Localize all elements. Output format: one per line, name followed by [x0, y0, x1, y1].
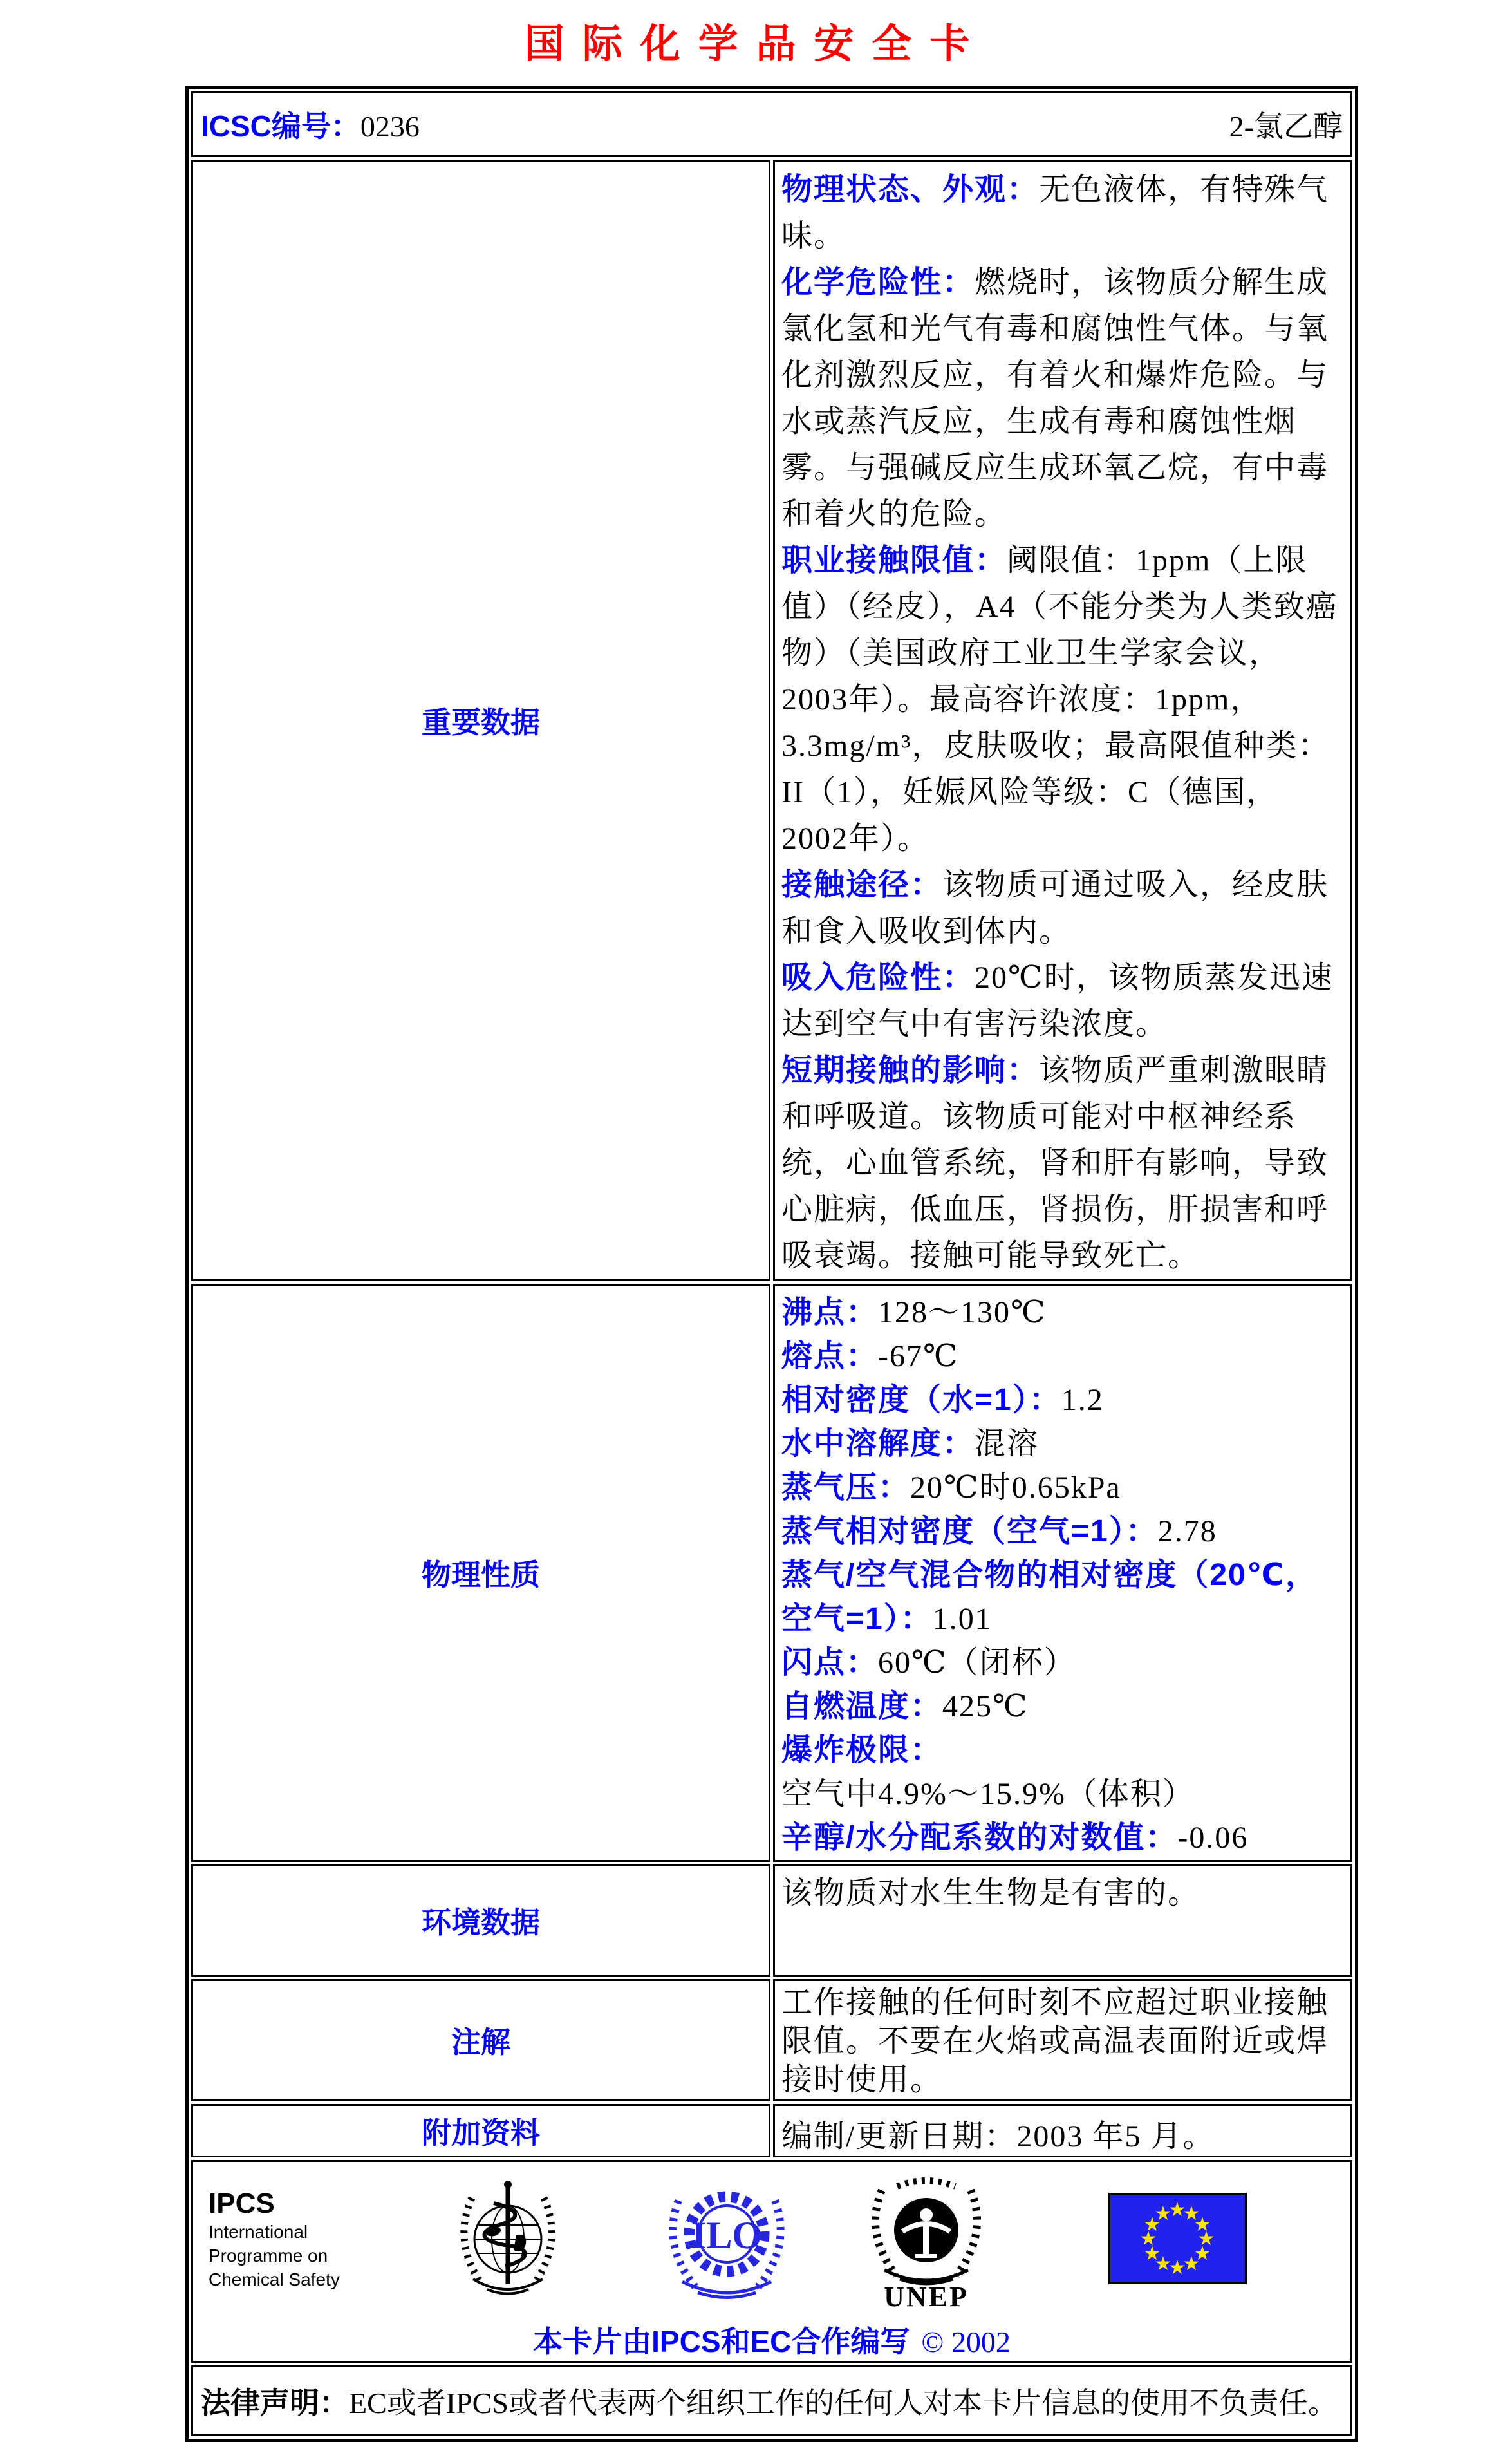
property-value: 20℃时0.65kPa	[910, 1470, 1121, 1505]
important-item	[781, 862, 1344, 955]
property-value: 60℃（闭杯）	[878, 1646, 1076, 1680]
section-label-important: 重要数据	[191, 160, 770, 1281]
svg-text:★: ★	[1154, 2202, 1172, 2225]
additional-info-row	[191, 2104, 1352, 2157]
property-line	[781, 1378, 1344, 1422]
property-line	[781, 1422, 1344, 1466]
property-line	[781, 1291, 1344, 1335]
property-line	[781, 1685, 1344, 1729]
important-item	[781, 1047, 1344, 1279]
property-value: -0.06	[1177, 1821, 1249, 1855]
svg-text:★: ★	[1143, 2213, 1161, 2236]
property-label: 熔点：	[781, 1339, 879, 1373]
logos-row	[191, 2160, 1352, 2363]
icsc-number-value: 0236	[360, 110, 420, 143]
environment-data-row	[191, 1864, 1352, 1977]
property-label: 蒸气/空气混合物的相对密度（20℃，空气=1）：	[781, 1558, 1318, 1636]
property-label: 爆炸极限：	[781, 1733, 943, 1767]
field-value: 阈限值：1ppm（上限值）（经皮），A4（不能分类为人类致癌物）（美国政府工业卫生学家会议，2003年）。最高容许浓度：1ppm，3.3mg/m³，皮肤吸收；最高限值种类：II（1），妊娠风险等级：C（德国，2002年）。	[781, 543, 1338, 856]
caption-text: 本卡片由IPCS和EC合作编写	[533, 2325, 910, 2358]
property-value: 空气中4.9%～15.9%（体积）	[781, 1777, 1195, 1811]
property-value: 128～130℃	[878, 1295, 1047, 1329]
environment-data-content: 该物质对水生生物是有害的。	[773, 1864, 1352, 1977]
section-label-notes: 注解	[191, 1979, 770, 2101]
property-label: 相对密度（水=1）：	[781, 1383, 1061, 1417]
svg-text:★: ★	[1193, 2242, 1211, 2265]
legal-row	[191, 2365, 1352, 2436]
logos-cell	[191, 2160, 1352, 2363]
footer-caption	[193, 2318, 1350, 2361]
header-row	[191, 91, 1352, 157]
icsc-card-table	[185, 86, 1358, 2442]
svg-text:★: ★	[1193, 2213, 1211, 2236]
property-line	[781, 1641, 1344, 1685]
property-label: 闪点：	[781, 1646, 879, 1680]
svg-text:★: ★	[1197, 2228, 1215, 2250]
property-value: 2.78	[1157, 1514, 1217, 1548]
svg-text:★: ★	[1182, 2202, 1200, 2225]
unep-logo-icon	[859, 2174, 994, 2289]
field-value: 20℃时，该物质蒸发迅速达到空气中有害污染浓度。	[781, 961, 1334, 1041]
chemical-name: 2-氯乙醇	[1229, 110, 1343, 143]
icsc-number	[201, 103, 420, 146]
legal-cell	[191, 2365, 1352, 2436]
field-label: 接触途径：	[781, 868, 943, 902]
ipcs-title: IPCS	[209, 2188, 275, 2219]
field-label: 职业接触限值：	[781, 543, 1007, 578]
legal-text: EC或者IPCS或者代表两个组织工作的任何人对本卡片信息的使用不负责任。	[349, 2387, 1338, 2419]
property-label: 蒸气相对密度（空气=1）：	[781, 1514, 1158, 1548]
important-data-content	[773, 160, 1352, 1281]
field-label: 短期接触的影响：	[781, 1053, 1040, 1087]
field-label: 吸入危险性：	[781, 961, 975, 995]
property-line	[781, 1816, 1344, 1860]
property-label: 蒸气压：	[781, 1470, 911, 1505]
important-item	[781, 259, 1344, 538]
property-label: 水中溶解度：	[781, 1427, 975, 1461]
svg-text:★: ★	[1143, 2242, 1161, 2265]
field-value: 燃烧时，该物质分解生成氯化氢和光气有毒和腐蚀性气体。与氧化剂激烈反应，有着火和爆炸危险。与水或蒸汽反应，生成有毒和腐蚀性烟雾。与强碱反应生成环氧乙烷，有中毒和着火的危险。	[781, 265, 1329, 531]
property-label: 辛醇/水分配系数的对数值：	[781, 1821, 1178, 1855]
section-label-additional: 附加资料	[191, 2104, 770, 2157]
property-line	[781, 1335, 1344, 1378]
field-label: 化学危险性：	[781, 265, 975, 299]
physical-properties-content	[773, 1284, 1352, 1862]
field-label: 物理状态、外观：	[781, 173, 1040, 207]
property-value: 1.01	[932, 1602, 992, 1636]
header-cell	[191, 91, 1352, 157]
property-line	[781, 1510, 1344, 1554]
ipcs-text-block	[209, 2188, 382, 2291]
additional-info-content: 编制/更新日期：2003 年5 月。	[773, 2104, 1352, 2157]
important-item	[781, 167, 1344, 259]
notes-content: 工作接触的任何时刻不应超过职业接触限值。不要在火焰或高温表面附近或焊接时使用。	[773, 1979, 1352, 2101]
who-logo-icon	[450, 2176, 566, 2308]
field-value: 该物质严重刺激眼睛和呼吸道。该物质可能对中枢神经系统，心血管系统，肾和肝有影响，导致心脏病，低血压，肾损伤，肝损害和呼吸衰竭。接触可能导致死亡。	[781, 1053, 1329, 1273]
ipcs-line: Programme on	[209, 2246, 328, 2266]
property-value: -67℃	[878, 1339, 959, 1373]
legal-label: 法律声明：	[201, 2386, 349, 2419]
notes-row	[191, 1979, 1352, 2101]
section-label-physical: 物理性质	[191, 1284, 770, 1862]
unep-logo-block	[859, 2174, 994, 2313]
section-label-environment: 环境数据	[191, 1864, 770, 1977]
property-label: 沸点：	[781, 1295, 879, 1329]
unep-label: UNEP	[884, 2281, 969, 2313]
property-value: 混溶	[975, 1427, 1040, 1461]
property-line	[781, 1729, 1344, 1816]
property-line	[781, 1554, 1344, 1641]
physical-properties-row	[191, 1284, 1352, 1862]
caption-copyright: © 2002	[921, 2325, 1011, 2358]
property-value: 1.2	[1061, 1383, 1104, 1417]
important-data-row	[191, 160, 1352, 1281]
ilo-letters: ILO	[691, 2214, 763, 2257]
svg-text:★: ★	[1182, 2253, 1200, 2275]
svg-text:★: ★	[1154, 2253, 1172, 2275]
property-label: 自燃温度：	[781, 1689, 943, 1723]
important-item	[781, 538, 1344, 862]
svg-text:★: ★	[1168, 2257, 1186, 2279]
ipcs-line: Chemical Safety	[209, 2269, 340, 2289]
important-item	[781, 955, 1344, 1047]
page-title: 国际化学品安全卡	[524, 23, 988, 66]
svg-text:★: ★	[1139, 2228, 1157, 2250]
field-value: 无色液体，有特殊气味。	[781, 173, 1329, 253]
svg-text:★: ★	[1168, 2199, 1186, 2221]
property-line	[781, 1466, 1344, 1510]
field-value: 该物质可通过吸入，经皮肤和食入吸收到体内。	[781, 868, 1329, 948]
ilo-logo-icon	[659, 2176, 794, 2315]
logos-strip	[193, 2162, 1350, 2315]
eu-flag-icon	[1108, 2193, 1247, 2287]
ipcs-line: International	[209, 2222, 308, 2242]
icsc-number-label: ICSC编号：	[201, 109, 360, 143]
property-value: 425℃	[942, 1689, 1029, 1723]
